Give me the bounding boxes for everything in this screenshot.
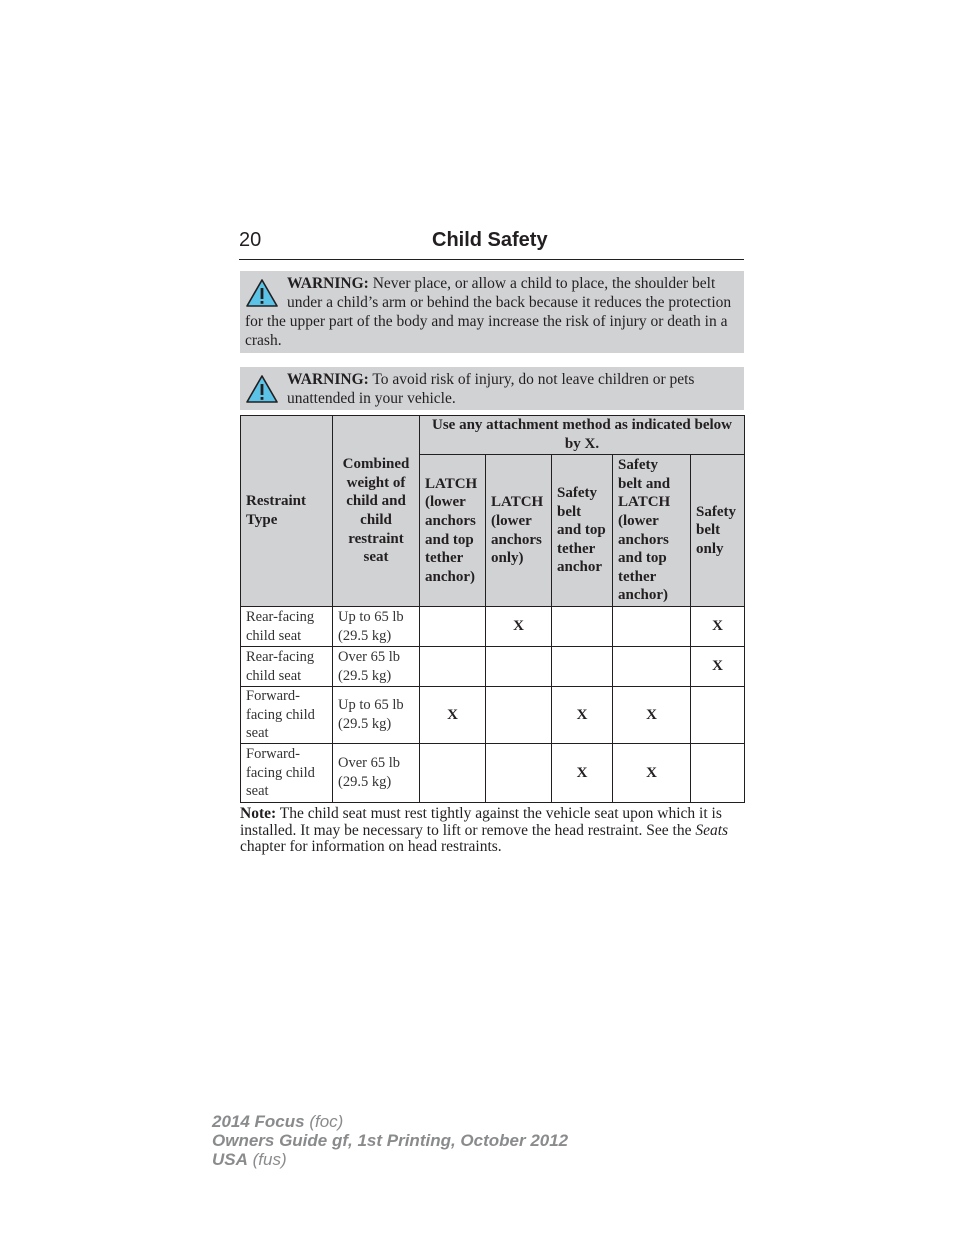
weight-cell: Over 65 lb (29.5 kg) xyxy=(333,647,420,687)
method-mark-cell: X xyxy=(613,744,691,803)
note-paragraph xyxy=(240,806,750,856)
weight-cell: Up to 65 lb (29.5 kg) xyxy=(333,607,420,647)
header-restraint-type: Restraint Type xyxy=(241,416,333,607)
method-mark-cell xyxy=(486,647,552,687)
method-mark-cell xyxy=(613,607,691,647)
header-combined-weight: Combined weight of child and child restraint seat xyxy=(333,416,420,607)
table-row xyxy=(241,607,745,647)
method-mark-cell xyxy=(613,647,691,687)
weight-cell: Over 65 lb (29.5 kg) xyxy=(333,744,420,803)
page-number: 20 xyxy=(239,229,262,251)
note-text-end: chapter for information on head restraints. xyxy=(240,838,502,856)
method-mark-cell: X xyxy=(486,607,552,647)
warning-text: Never place, or allow a child to place, the shoulder belt under a child’s arm or behind the back because it reduces the protection for the upper part of the body and may increase the risk of injury or death in a crash. xyxy=(245,275,732,349)
page-footer xyxy=(212,1112,568,1169)
weight-cell: Up to 65 lb (29.5 kg) xyxy=(333,687,420,744)
warning-label: WARNING: xyxy=(287,371,369,388)
header-attachment-methods: Use any attachment method as indicated below by X. xyxy=(420,416,745,455)
warning-triangle-icon xyxy=(245,278,279,308)
note-label: Note: xyxy=(240,805,277,822)
header-latch-full: LATCH (lower anchors and top tether anchor) xyxy=(420,455,486,607)
method-mark-cell: X xyxy=(552,687,613,744)
method-mark-cell: X xyxy=(552,744,613,803)
table-row xyxy=(241,744,745,803)
method-mark-cell: X xyxy=(613,687,691,744)
warning-triangle-icon xyxy=(245,374,279,404)
note-text: The child seat must rest tightly against the vehicle seat upon which it is installed. It may be necessary to lift or remove the head restraint. See the xyxy=(240,805,722,839)
method-mark-cell xyxy=(420,744,486,803)
method-mark-cell xyxy=(420,647,486,687)
footer-guide: Owners Guide gf, 1st Printing, October 2012 xyxy=(212,1131,569,1150)
method-mark-cell xyxy=(420,607,486,647)
method-mark-cell: X xyxy=(420,687,486,744)
page-header xyxy=(239,229,744,260)
warning-text: To avoid risk of injury, do not leave children or pets unattended in your vehicle. xyxy=(287,371,695,407)
table-row xyxy=(241,687,745,744)
warning-box-shoulder-belt xyxy=(240,271,744,353)
restraint-type-cell: Forward-facing child seat xyxy=(241,744,333,803)
footer-guide-line xyxy=(212,1131,568,1150)
footer-region: USA xyxy=(212,1150,248,1169)
footer-model-code: (foc) xyxy=(309,1112,344,1131)
method-mark-cell xyxy=(486,687,552,744)
seats-chapter-reference: Seats xyxy=(695,821,729,839)
restraint-type-cell: Forward-facing child seat xyxy=(241,687,333,744)
footer-region-code: (fus) xyxy=(252,1150,287,1169)
restraint-type-cell: Rear-facing child seat xyxy=(241,647,333,687)
warning-box-unattended xyxy=(240,367,744,410)
header-belt-only: Safety belt only xyxy=(691,455,745,607)
method-mark-cell xyxy=(552,647,613,687)
warning-label: WARNING: xyxy=(287,275,369,292)
attachment-method-table xyxy=(240,415,745,803)
footer-model: 2014 Focus xyxy=(212,1112,305,1131)
footer-region-line xyxy=(212,1150,568,1169)
method-mark-cell xyxy=(552,607,613,647)
page-title: Child Safety xyxy=(432,229,548,251)
method-mark-cell xyxy=(691,744,745,803)
method-mark-cell: X xyxy=(691,647,745,687)
method-mark-cell xyxy=(691,687,745,744)
restraint-type-cell: Rear-facing child seat xyxy=(241,607,333,647)
method-mark-cell xyxy=(486,744,552,803)
method-mark-cell: X xyxy=(691,607,745,647)
header-latch-lower-only: LATCH (lower anchors only) xyxy=(486,455,552,607)
table-row xyxy=(241,647,745,687)
footer-model-line xyxy=(212,1112,568,1131)
header-belt-top-tether: Safety belt and top tether anchor xyxy=(552,455,613,607)
header-belt-and-latch: Safety belt and LATCH (lower anchors and top tether anchor) xyxy=(613,455,691,607)
